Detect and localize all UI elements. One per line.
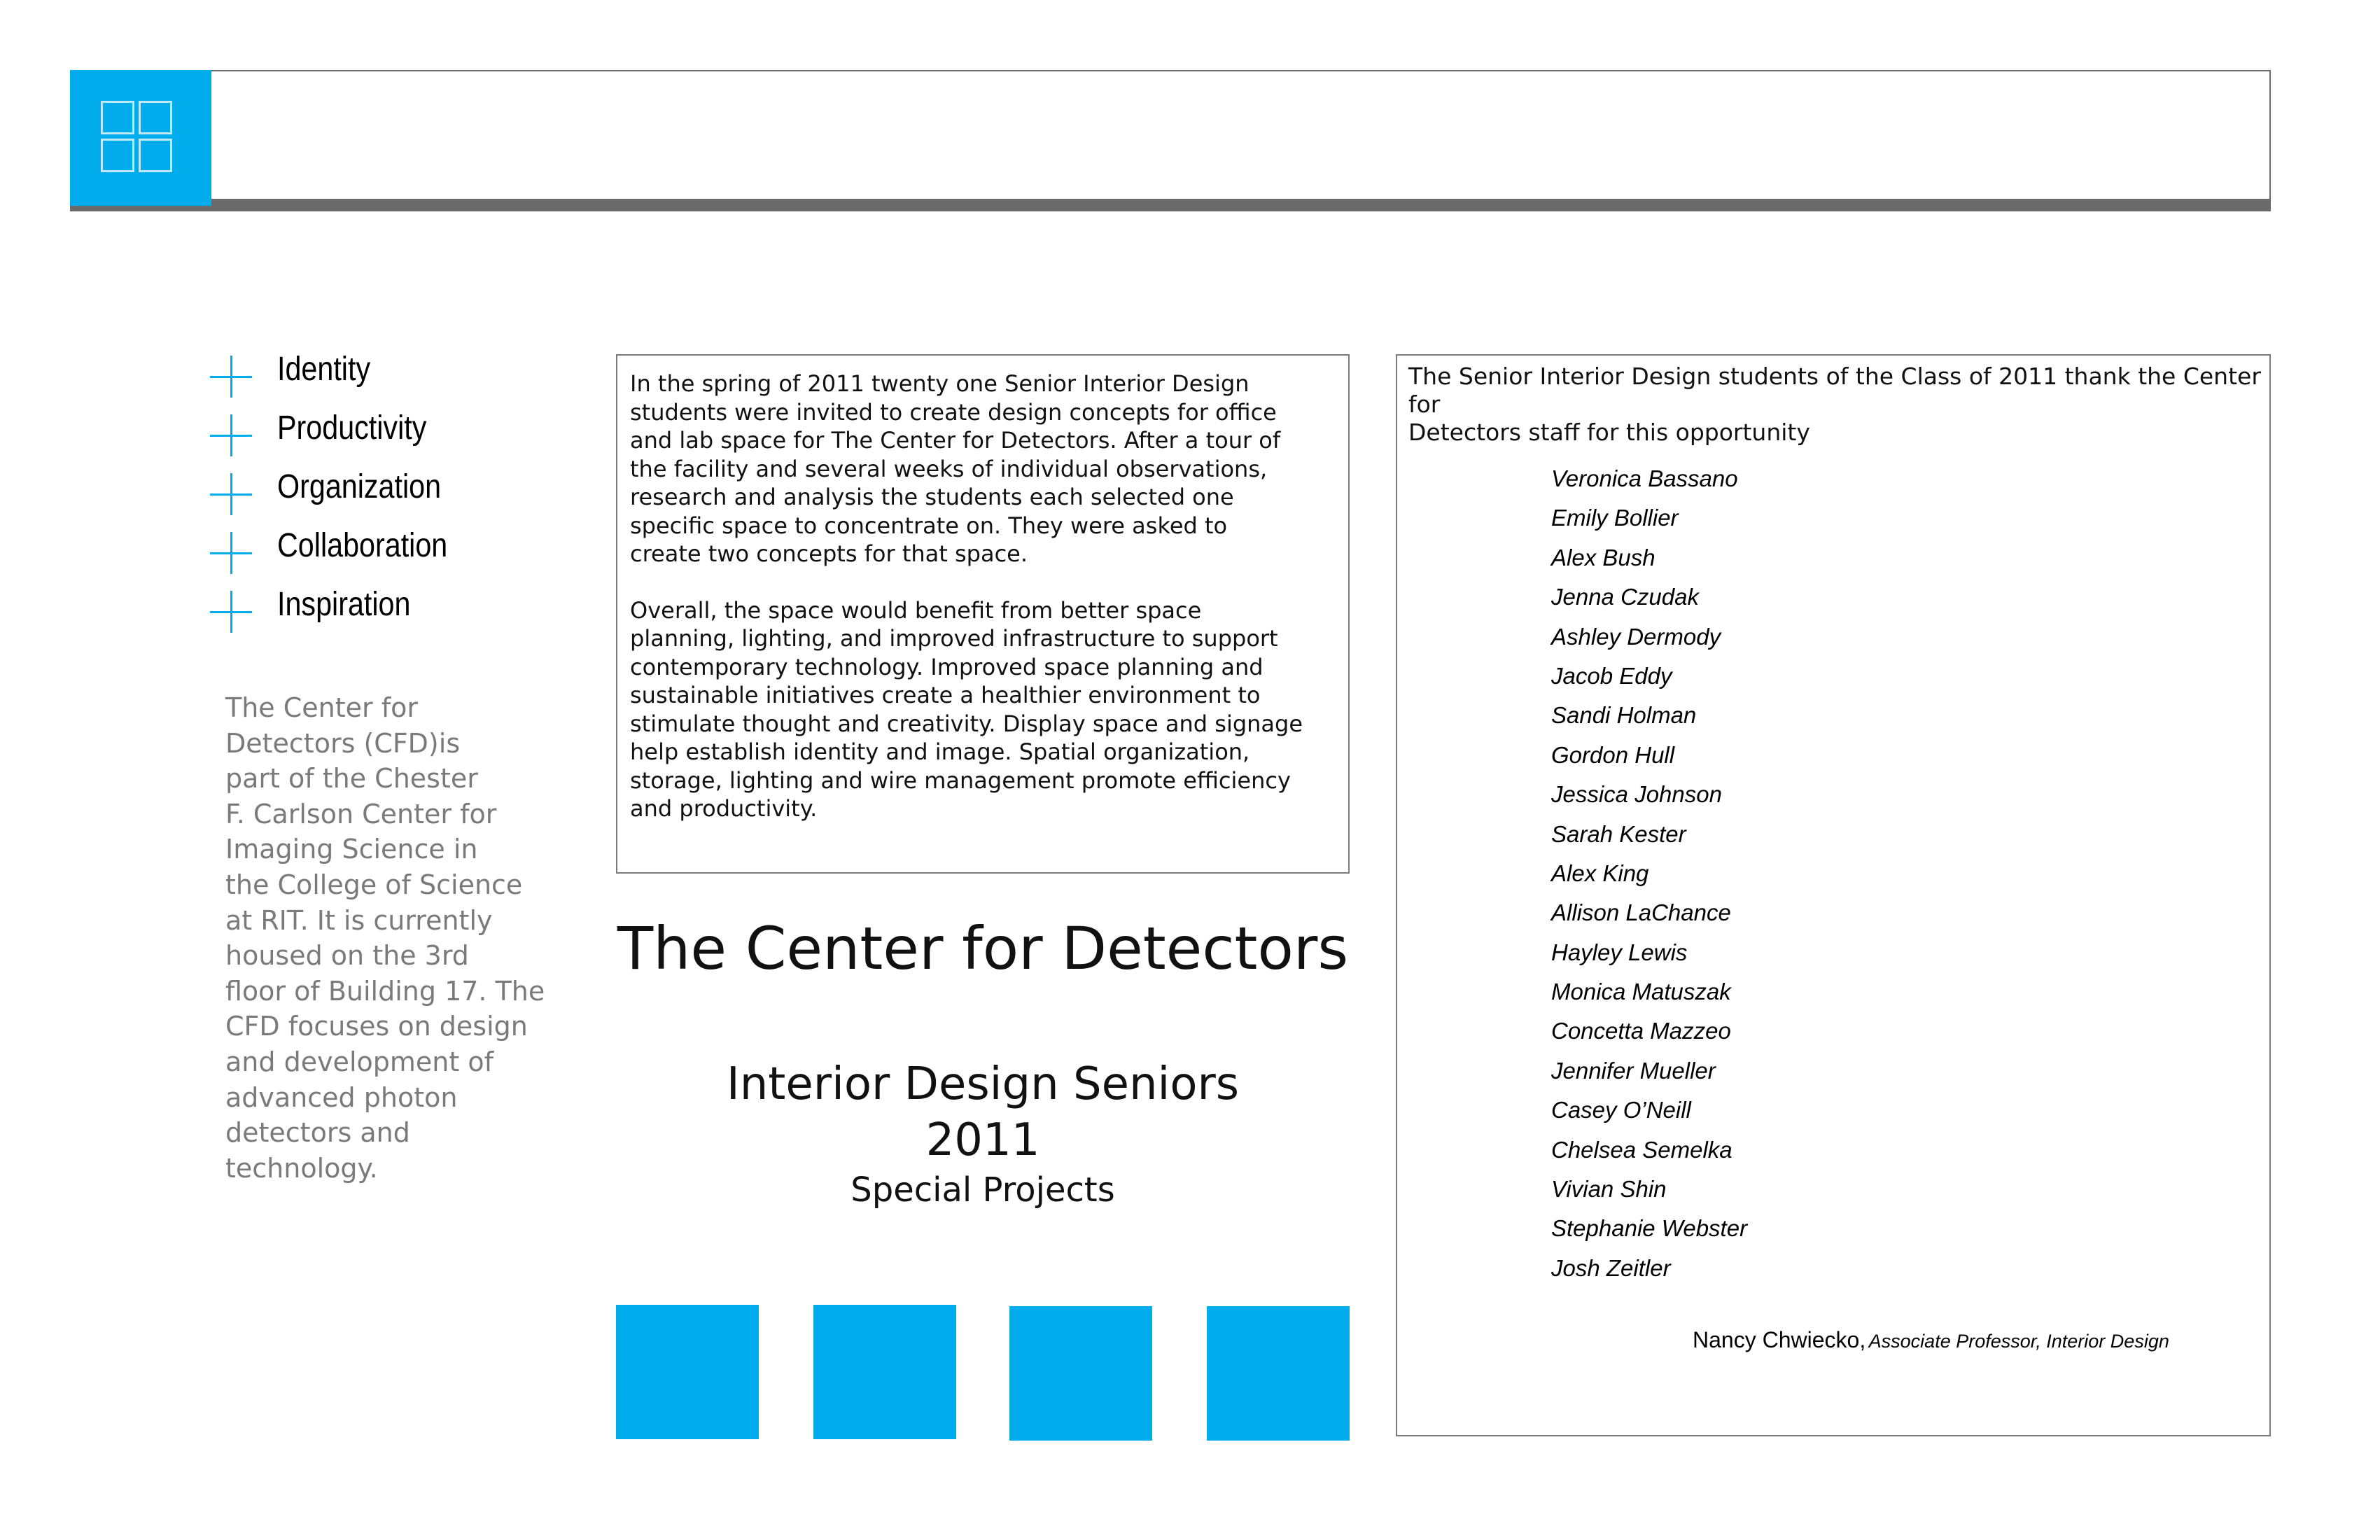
logo-square-bottom-left (101, 139, 134, 172)
student-name: Josh Zeitler (1551, 1254, 1671, 1281)
theme-label: Inspiration (277, 586, 411, 623)
intro-line: and productivity. (630, 795, 818, 822)
page-title: The Center for Detectors (617, 914, 1349, 983)
plus-icon (210, 473, 252, 515)
decorative-square (616, 1305, 759, 1439)
about-line: floor of Building 17. The (225, 975, 545, 1007)
theme-label: Collaboration (277, 527, 448, 564)
about-line: Detectors (CFD)is (225, 727, 461, 759)
intro-line: In the spring of 2011 twenty one Senior Interior Design (630, 370, 1250, 397)
student-name: Jennifer Mueller (1551, 1057, 1716, 1084)
about-line: F. Carlson Center for (225, 798, 497, 830)
header-frame (70, 70, 2271, 199)
about-line: and development of (225, 1046, 493, 1077)
student-name: Sandi Holman (1551, 702, 1697, 729)
intro-line: research and analysis the students each selected one (630, 484, 1234, 510)
intro-box (616, 354, 1350, 874)
intro-line: create two concepts for that space. (630, 540, 1028, 567)
acknowledgement-text (1408, 363, 2262, 447)
student-list (1551, 459, 1747, 1288)
student-name: Veronica Bassano (1551, 465, 1738, 491)
logo-square-top-left (101, 101, 134, 134)
intro-line: stimulate thought and creativity. Display space and signage (630, 710, 1303, 737)
student-name: Gordon Hull (1551, 741, 1675, 768)
about-line: Imaging Science in (225, 834, 478, 865)
decorative-square (1009, 1306, 1152, 1441)
plus-icon (210, 414, 252, 456)
student-name: Emily Bollier (1551, 505, 1679, 531)
about-line: The Center for (225, 692, 418, 723)
intro-paragraph (630, 370, 1336, 568)
student-name: Stephanie Webster (1551, 1215, 1748, 1242)
about-line: housed on the 3rd (225, 940, 469, 972)
decorative-square (813, 1305, 956, 1439)
acknowledgement-line: The Senior Interior Design students of the Class of 2011 thank the Center for (1408, 363, 2261, 418)
professor-credit (1693, 1327, 2169, 1353)
about-line: part of the Chester (225, 763, 478, 794)
intro-paragraph (630, 596, 1336, 823)
intro-line: and lab space for The Center for Detectors. After a tour of (630, 427, 1281, 454)
student-name: Alex King (1551, 860, 1649, 886)
student-name: Jacob Eddy (1551, 662, 1672, 689)
about-line: detectors and (225, 1117, 410, 1149)
subtitle: Interior Design Seniors (726, 1058, 1240, 1110)
student-name: Allison LaChance (1551, 899, 1731, 926)
intro-line: contemporary technology. Improved space planning and (630, 653, 1264, 680)
student-name: Casey O’Neill (1551, 1097, 1691, 1124)
theme-label: Organization (277, 468, 442, 505)
subtitle-year: 2011 (925, 1114, 1040, 1166)
about-line: CFD focuses on design (225, 1011, 528, 1042)
about-paragraph (225, 690, 554, 1186)
professor-title: Associate Professor, Interior Design (1868, 1331, 2169, 1352)
logo-square-top-right (139, 101, 172, 134)
intro-line: the facility and several weeks of individual observations, (630, 455, 1268, 482)
intro-line: storage, lighting and wire management promote efficiency (630, 766, 1291, 794)
student-name: Hayley Lewis (1551, 939, 1688, 965)
student-name: Sarah Kester (1551, 820, 1686, 847)
logo-square-bottom-right (139, 139, 172, 172)
about-line: the College of Science (225, 869, 523, 900)
intro-line: sustainable initiatives create a healthier environment to (630, 682, 1261, 708)
student-name: Ashley Dermody (1551, 623, 1721, 650)
theme-label: Productivity (277, 410, 427, 447)
plus-icon (210, 532, 252, 574)
intro-line: specific space to concentrate on. They were asked to (630, 512, 1228, 539)
plus-icon (210, 356, 252, 398)
student-name: Jenna Czudak (1551, 584, 1699, 610)
student-name: Jessica Johnson (1551, 781, 1722, 808)
student-name: Concetta Mazzeo (1551, 1018, 1731, 1044)
professor-name: Nancy Chwiecko, (1693, 1327, 1866, 1352)
student-name: Alex Bush (1551, 544, 1656, 570)
subtitle-projects: Special Projects (850, 1170, 1115, 1210)
about-line: technology. (225, 1152, 378, 1184)
acknowledgement-line: Detectors staff for this opportunity (1408, 419, 1810, 446)
plus-icon (210, 591, 252, 633)
decorative-square (1207, 1306, 1350, 1441)
intro-line: planning, lighting, and improved infrastructure to support (630, 625, 1278, 652)
about-line: at RIT. It is currently (225, 904, 493, 936)
about-line: advanced photon (225, 1082, 458, 1113)
intro-line: Overall, the space would benefit from better space (630, 596, 1202, 624)
intro-line: help establish identity and image. Spatial organization, (630, 738, 1250, 765)
acknowledgement-box (1396, 354, 2271, 1436)
student-name: Vivian Shin (1551, 1176, 1667, 1203)
student-name: Chelsea Semelka (1551, 1136, 1732, 1163)
theme-label: Identity (277, 351, 371, 388)
intro-line: students were invited to create design concepts for office (630, 398, 1277, 426)
student-name: Monica Matuszak (1551, 979, 1731, 1005)
header-bar (70, 199, 2271, 211)
logo-block (70, 70, 211, 206)
